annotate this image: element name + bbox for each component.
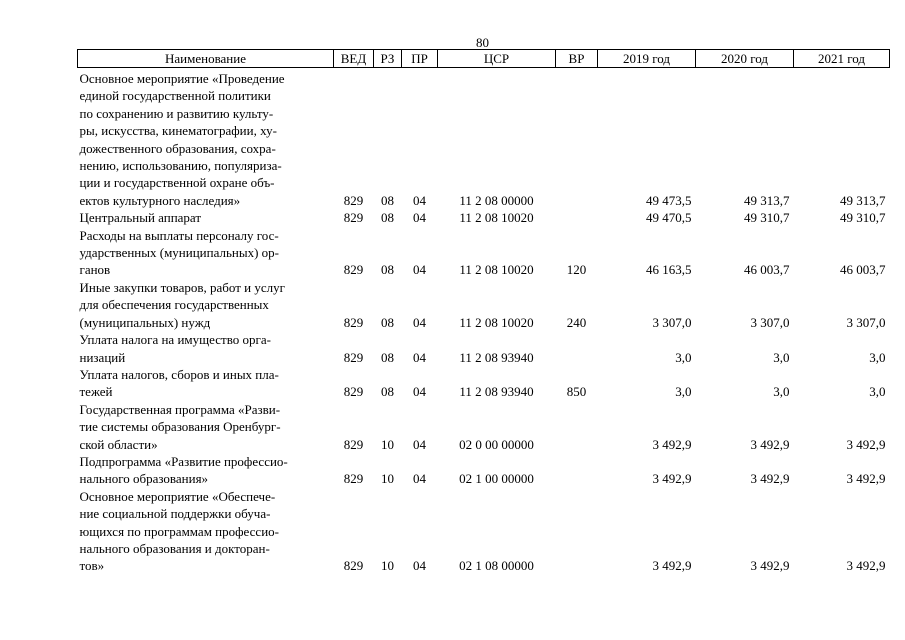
row-name-line: низаций	[79, 349, 126, 365]
cell-2021: 49 313,7	[840, 192, 886, 208]
cell-2021: 3 492,9	[846, 436, 886, 452]
col-header-rz: РЗ	[374, 50, 402, 68]
row-name-line: Центральный аппарат	[79, 210, 202, 226]
cell-vr	[556, 331, 598, 366]
row-name	[78, 68, 334, 210]
col-header-csr: ЦСР	[438, 50, 556, 68]
cell-2020: 49 310,7	[744, 210, 790, 226]
cell-vr	[556, 453, 598, 488]
table-row	[78, 209, 890, 226]
cell-ved: 829	[343, 210, 364, 226]
cell-vr: 850	[566, 384, 587, 400]
row-name	[78, 209, 334, 226]
cell-pr: 04	[413, 471, 426, 487]
row-name-line: Основное мероприятие «Проведение	[79, 71, 285, 86]
cell-csr: 02 1 08 00000	[459, 558, 534, 574]
cell-csr: 02 1 00 00000	[459, 471, 534, 487]
row-name-line: Уплата налога на имущество орга-	[79, 332, 271, 348]
col-header-pr: ПР	[402, 50, 438, 68]
cell-rz: 08	[381, 262, 394, 278]
cell-2019: 49 473,5	[646, 192, 692, 208]
cell-2020: 3 492,9	[750, 471, 790, 487]
cell-2021: 3,0	[869, 349, 886, 365]
row-name-line: Иные закупки товаров, работ и услуг	[79, 279, 285, 295]
row-name-line: нального образования»	[79, 471, 209, 487]
cell-vr: 240	[566, 314, 587, 330]
cell-2019: 49 470,5	[646, 210, 692, 226]
cell-pr: 04	[413, 558, 426, 574]
col-header-vr: ВР	[556, 50, 598, 68]
row-name-line: ние социальной поддержки обуча-	[79, 506, 271, 522]
col-header-2019: 2019 год	[598, 50, 696, 68]
col-header-2021: 2021 год	[794, 50, 890, 68]
row-name	[78, 366, 334, 401]
cell-csr: 11 2 08 10020	[459, 262, 534, 278]
cell-ved: 829	[343, 471, 364, 487]
cell-ved: 829	[343, 349, 364, 365]
cell-2019: 3,0	[675, 384, 692, 400]
table-row	[78, 488, 890, 575]
cell-ved: 829	[343, 436, 364, 452]
col-header-ved: ВЕД	[334, 50, 374, 68]
cell-2021: 3 492,9	[846, 558, 886, 574]
row-name-line: ской области»	[79, 436, 158, 452]
cell-vr: 120	[566, 262, 587, 278]
cell-2020: 3,0	[773, 349, 790, 365]
table-body	[78, 68, 890, 575]
row-name-line: дожественного образования, сохра-	[79, 140, 276, 156]
row-name-line: Уплата налогов, сборов и иных пла-	[79, 366, 279, 382]
cell-csr: 02 0 00 00000	[459, 436, 534, 452]
cell-rz: 08	[381, 384, 394, 400]
cell-csr: 11 2 08 93940	[459, 349, 534, 365]
cell-ved: 829	[343, 314, 364, 330]
row-name-line: нального образования и докторан-	[79, 540, 270, 556]
cell-2021: 3,0	[869, 384, 886, 400]
cell-2019: 3 492,9	[652, 471, 692, 487]
table-row	[78, 366, 890, 401]
table-row	[78, 401, 890, 453]
cell-rz: 10	[381, 471, 394, 487]
cell-rz: 10	[381, 436, 394, 452]
col-header-2020: 2020 год	[696, 50, 794, 68]
table-row	[78, 453, 890, 488]
budget-table	[77, 49, 890, 575]
row-name-line: Подпрограмма «Развитие профессио-	[79, 453, 288, 469]
row-name-line: для обеспечения государственных	[79, 297, 269, 313]
row-name	[78, 453, 334, 488]
cell-pr: 04	[413, 192, 426, 208]
cell-2020: 3,0	[773, 384, 790, 400]
cell-2021: 3 492,9	[846, 471, 886, 487]
cell-2020: 46 003,7	[744, 262, 790, 278]
row-name-line: ры, искусства, кинематографии, ху-	[79, 123, 277, 139]
cell-vr	[556, 401, 598, 453]
cell-csr: 11 2 08 10020	[459, 314, 534, 330]
cell-ved: 829	[343, 384, 364, 400]
cell-pr: 04	[413, 349, 426, 365]
cell-csr: 11 2 08 00000	[459, 192, 534, 208]
cell-2020: 3 307,0	[750, 314, 790, 330]
cell-2019: 3 307,0	[652, 314, 692, 330]
col-header-name: Наименование	[78, 50, 334, 68]
cell-2020: 3 492,9	[750, 558, 790, 574]
cell-2019: 3 492,9	[652, 558, 692, 574]
cell-pr: 04	[413, 262, 426, 278]
cell-rz: 10	[381, 558, 394, 574]
header-row	[78, 50, 890, 68]
row-name-line: ющихся по программам профессио-	[79, 523, 279, 539]
cell-csr: 11 2 08 10020	[459, 210, 534, 226]
cell-pr: 04	[413, 210, 426, 226]
cell-rz: 08	[381, 192, 394, 208]
table-row	[78, 279, 890, 331]
row-name	[78, 488, 334, 575]
row-name	[78, 401, 334, 453]
row-name-line: Основное мероприятие «Обеспече-	[79, 488, 276, 504]
row-name-line: ганов	[79, 262, 111, 278]
cell-vr	[556, 68, 598, 210]
row-name	[78, 227, 334, 279]
row-name-line: тежей	[79, 384, 113, 400]
cell-rz: 08	[381, 210, 394, 226]
cell-rz: 08	[381, 314, 394, 330]
cell-pr: 04	[413, 436, 426, 452]
page-number: 80	[476, 35, 489, 50]
table-row	[78, 227, 890, 279]
cell-2019: 46 163,5	[646, 262, 692, 278]
cell-rz: 08	[381, 349, 394, 365]
row-name-line: ектов культурного наследия»	[79, 192, 241, 208]
cell-ved: 829	[343, 558, 364, 574]
cell-2021: 3 307,0	[846, 314, 886, 330]
cell-ved: 829	[343, 262, 364, 278]
cell-csr: 11 2 08 93940	[459, 384, 534, 400]
row-name-line: тие системы образования Оренбург-	[79, 419, 281, 435]
cell-2021: 46 003,7	[840, 262, 886, 278]
cell-vr	[556, 488, 598, 575]
cell-2021: 49 310,7	[840, 210, 886, 226]
row-name-line: ударственных (муниципальных) ор-	[79, 245, 279, 261]
cell-2019: 3 492,9	[652, 436, 692, 452]
cell-pr: 04	[413, 384, 426, 400]
cell-vr	[556, 209, 598, 226]
row-name-line: (муниципальных) нужд	[79, 314, 211, 330]
table-row	[78, 331, 890, 366]
table-row	[78, 68, 890, 210]
row-name-line: Государственная программа «Разви-	[79, 401, 281, 417]
cell-2020: 49 313,7	[744, 192, 790, 208]
cell-2020: 3 492,9	[750, 436, 790, 452]
row-name-line: Расходы на выплаты персоналу гос-	[79, 227, 279, 243]
row-name-line: нению, использованию, популяриза-	[79, 158, 282, 174]
row-name-line: ции и государственной охране объ-	[79, 175, 275, 191]
cell-pr: 04	[413, 314, 426, 330]
row-name-line: по сохранению и развитию культу-	[79, 105, 274, 121]
row-name	[78, 331, 334, 366]
row-name-line: тов»	[79, 558, 105, 574]
cell-2019: 3,0	[675, 349, 692, 365]
cell-ved: 829	[343, 192, 364, 208]
row-name	[78, 279, 334, 331]
row-name-line: единой государственной политики	[79, 88, 271, 104]
